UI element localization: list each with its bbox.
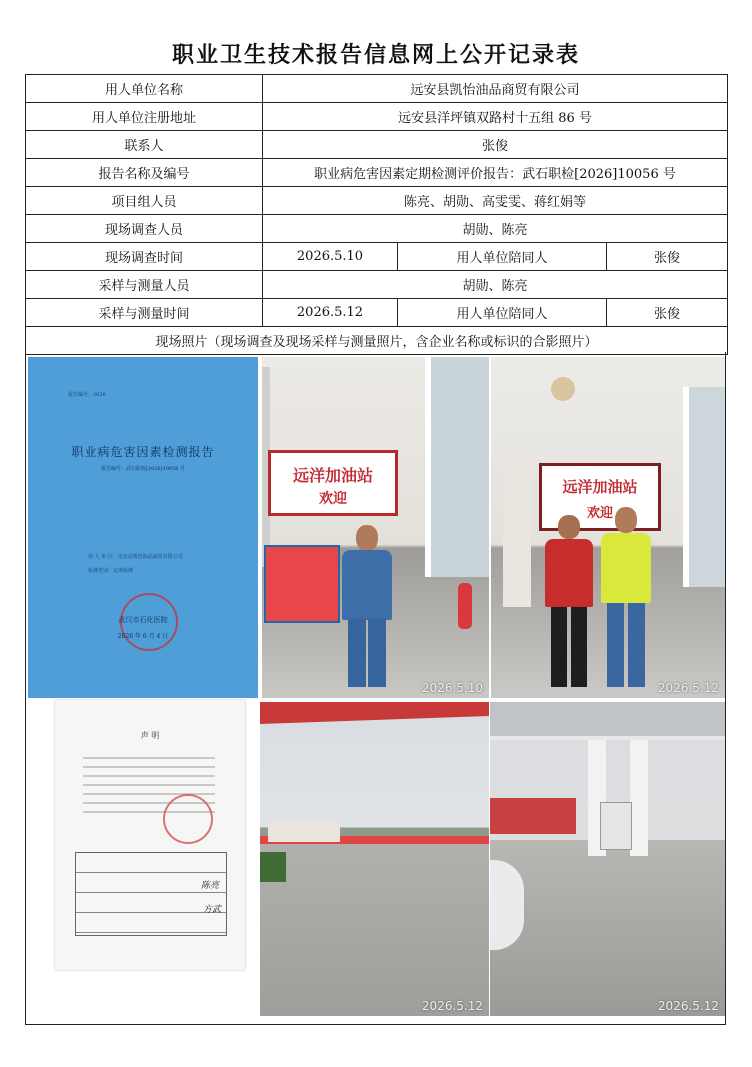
worker-figure-red: [543, 513, 595, 695]
photo-timestamp: 2026.5.12: [657, 999, 719, 1013]
survey-staff-label: 现场调查人员: [26, 215, 263, 243]
report-label: 报告名称及编号: [26, 159, 263, 187]
record-table: [25, 74, 728, 355]
signature-table: [75, 852, 227, 936]
sampling-staff-value: 胡勋、陈亮: [263, 271, 728, 299]
sampling-time-label: 采样与测量时间: [26, 299, 263, 327]
page-title: 职业卫生技术报告信息网上公开记录表: [171, 43, 580, 68]
site-photo-sign-2: [491, 357, 725, 698]
photo-timestamp: 2026.5.10: [421, 681, 483, 695]
site-photo-yard: [260, 702, 489, 1016]
cover-code: 报告编号：武石职检[2026]10056 号: [100, 466, 186, 472]
table-row: [26, 131, 728, 159]
photo-timestamp: 2026.5.12: [421, 999, 483, 1013]
cover-date: 2026 年 6 月 4 日: [117, 633, 169, 640]
signature-1: 陈亮: [201, 881, 220, 891]
survey-time-value: 2026.5.10: [263, 243, 398, 271]
banner-top: 远洋加油站: [562, 478, 638, 496]
declaration-photo: [55, 700, 245, 970]
contact-label: 联系人: [26, 131, 263, 159]
team-value: 陈亮、胡勋、高雯雯、蒋红娟等: [263, 187, 728, 215]
table-row: [26, 327, 728, 355]
photo-timestamp: 2026.5.12: [657, 681, 719, 695]
photos-caption: 现场照片（现场调查及现场采样与测量照片，含企业名称或标识的合影照片）: [26, 327, 728, 355]
survey-staff-value: 胡勋、陈亮: [263, 215, 728, 243]
cover-title: 职业病危害因素检测报告: [71, 445, 215, 459]
sampling-escort-value: 张俊: [607, 299, 728, 327]
table-row: [26, 215, 728, 243]
employer-name-value: 远安县凯怡油品商贸有限公司: [263, 75, 728, 103]
sampling-escort-label: 用人单位陪同人: [398, 299, 607, 327]
table-row: [26, 75, 728, 103]
worker-figure: [338, 525, 396, 697]
survey-escort-value: 张俊: [607, 243, 728, 271]
welcome-banner: [268, 450, 398, 516]
employer-name-label: 用人单位名称: [26, 75, 263, 103]
sampling-staff-label: 采样与测量人员: [26, 271, 263, 299]
banner-bottom: 欢迎: [319, 491, 347, 507]
site-photo-pump: [490, 702, 725, 1016]
cover-number: 报告编号：2026: [68, 392, 106, 398]
cover-type: 检测类别：定期检测: [88, 568, 134, 574]
worker-figure-vest: [599, 507, 653, 695]
site-photo-sign-1: [262, 357, 489, 698]
report-cover-photo: [28, 357, 258, 698]
sampling-time-value: 2026.5.12: [263, 299, 398, 327]
declaration-heading: 声 明: [140, 731, 160, 740]
table-row: [26, 159, 728, 187]
employer-address-label: 用人单位注册地址: [26, 103, 263, 131]
banner-top: 远洋加油站: [292, 466, 373, 485]
employer-address-value: 远安县洋坪镇双路村十五组 86 号: [263, 103, 728, 131]
survey-time-label: 现场调查时间: [26, 243, 263, 271]
table-row: [26, 243, 728, 271]
cover-issuer: 武汉市石化医院: [118, 616, 168, 624]
banner-bottom: 欢迎: [586, 506, 613, 521]
declaration-stamp: [163, 794, 213, 844]
cover-client: 用 人 单 位：远安县凯怡油品商贸有限公司: [88, 554, 183, 560]
table-row: [26, 103, 728, 131]
table-row: [26, 187, 728, 215]
table-row: [26, 271, 728, 299]
report-value: 职业病危害因素定期检测评价报告：武石职检[2026]10056 号: [263, 159, 728, 187]
survey-escort-label: 用人单位陪同人: [398, 243, 607, 271]
signature-2: 方武: [203, 905, 222, 915]
team-label: 项目组人员: [26, 187, 263, 215]
contact-value: 张俊: [263, 131, 728, 159]
table-row: [26, 299, 728, 327]
